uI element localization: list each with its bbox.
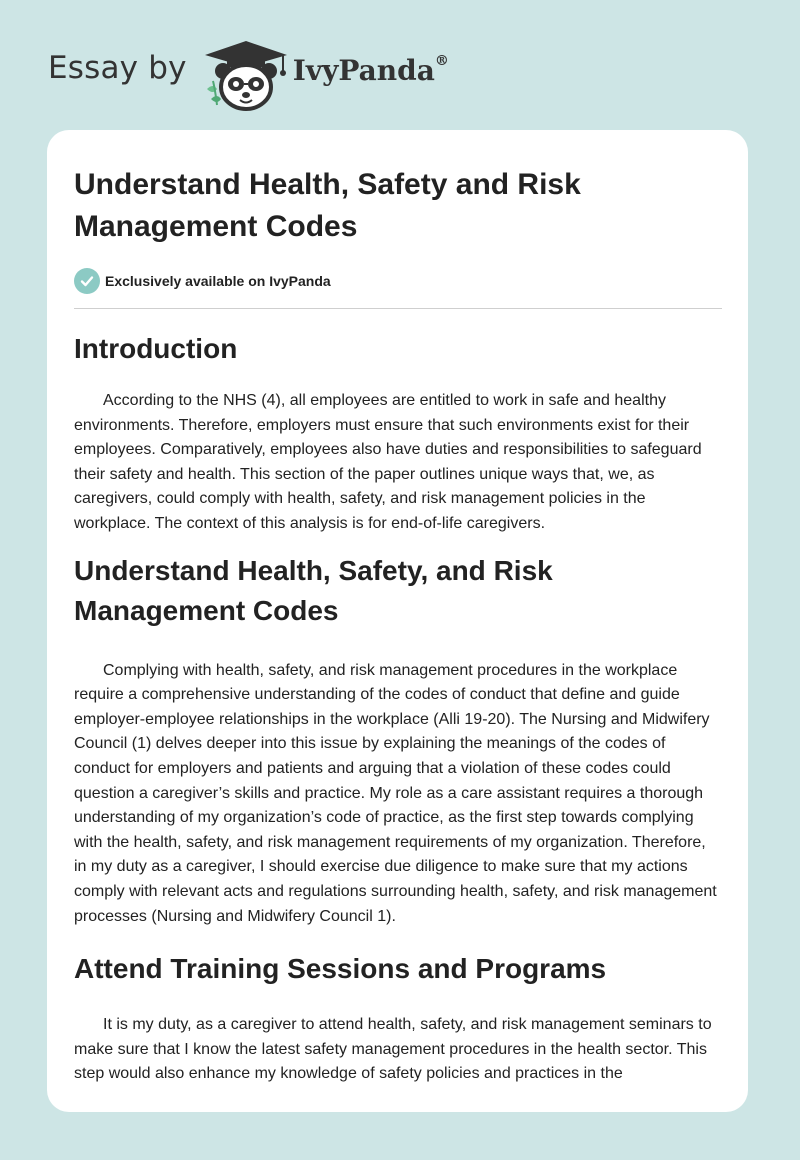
brand-prefix: Essay by — [48, 50, 187, 86]
section-paragraph-introduction: According to the NHS (4), all employees are entitled to work in safe and healthy environments. Therefore, employers must ensure that such environments exist for their employees. Comparatively, employees also have duties and responsibilities to safeguard their safety and health. This section of the paper outlines unique ways that, we, as caregivers, could comply with health, safety, and risk management policies in the workplace. The context of this analysis is for end-of-life caregivers. — [74, 392, 702, 532]
section-heading-codes: Understand Health, Safety, and Risk Management Codes — [74, 554, 553, 626]
article-title: Understand Health, Safety and Risk Management Codes — [74, 168, 581, 243]
section-paragraph-training: It is my duty, as a caregiver to attend health, safety, and risk management seminars to make sure that I know the latest safety management procedures in the health sector. This step would also enhance my knowledge of safety policies and practices in the — [74, 1016, 712, 1083]
article-card — [47, 130, 748, 1112]
panda-logo-icon[interactable] — [201, 37, 291, 111]
section-heading-introduction: Introduction — [74, 333, 238, 364]
exclusive-badge — [74, 268, 722, 294]
section-heading-training: Attend Training Sessions and Programs — [74, 953, 607, 985]
check-circle-icon — [74, 268, 100, 294]
divider — [74, 308, 722, 309]
section-paragraph-codes: Complying with health, safety, and risk management procedures in the workplace require a comprehensive understanding of the codes of conduct that define and guide employer-employee relationships in the workplace (Alli 19-20). The Nursing and Midwifery Council (1) delves deeper into this issue by explaining the meanings of the codes of conduct for employers and patients and arguing that a violation of these codes could question a caregiver’s skills and practice. My role as a care assistant requires a thorough understanding of my organization’s code of practice, as the first step towards complying with the health, safety, and risk management requirements of my organization. Therefore, in my duty as a caregiver, I should exercise due diligence to make sure that my actions comply with relevant acts and regulations surrounding health, safety, and risk management processes (Nursing and Midwifery Council 1). — [74, 661, 717, 925]
brand-name[interactable]: IvyPanda® — [292, 53, 449, 87]
brand-header — [48, 34, 449, 114]
exclusive-badge-label: Exclusively available on IvyPanda — [105, 273, 331, 289]
